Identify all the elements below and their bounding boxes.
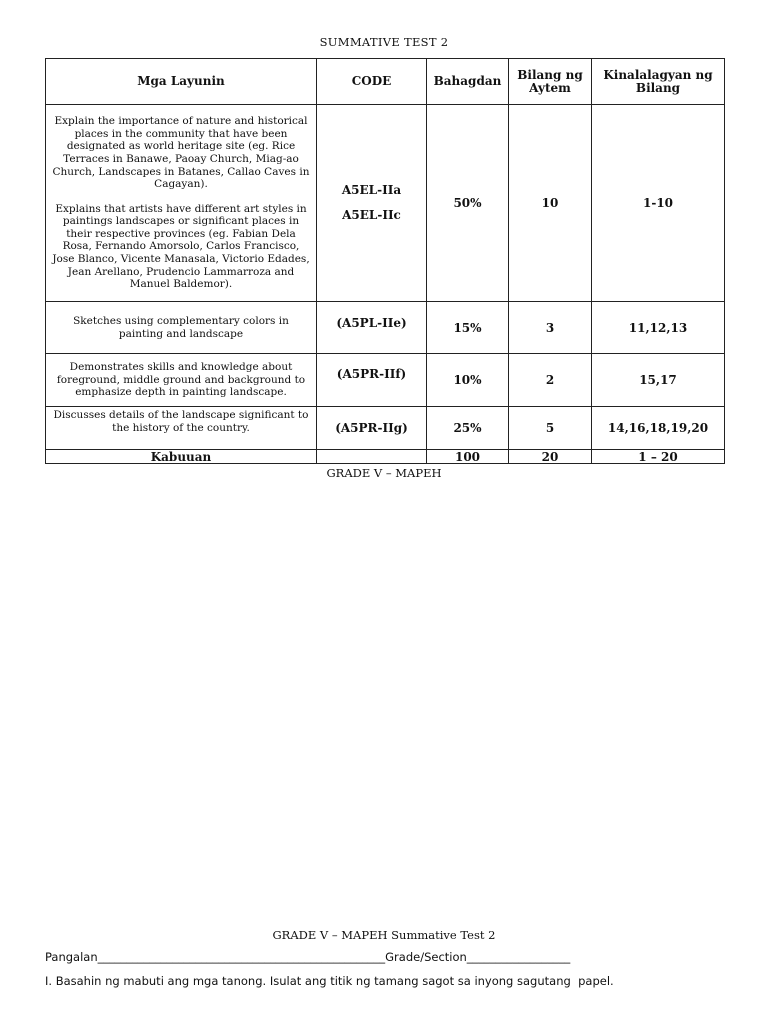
code-cell xyxy=(317,105,427,302)
item-count-cell: 5 xyxy=(509,407,592,450)
header-item-placement: Kinalalagyan ng Bilang xyxy=(592,59,725,105)
total-label: Kabuuan xyxy=(46,450,317,464)
objective-text: Explain the importance of nature and historical places in the community that have been designated as world heritage site (eg. Rice Terraces in Banawe, Paoay Church, Miag-ao Church, Landscapes in Batanes, Callao Caves in Cagayan). xyxy=(52,115,310,191)
objectives-cell xyxy=(46,407,317,450)
header-percent: Bahagdan xyxy=(427,59,509,105)
table-row xyxy=(46,302,725,354)
header-code: CODE xyxy=(317,59,427,105)
total-row xyxy=(46,450,725,464)
header-item-count: Bilang ng Aytem xyxy=(509,59,592,105)
percent-cell: 50% xyxy=(427,105,509,302)
placement-cell: 11,12,13 xyxy=(592,302,725,354)
code-cell: (A5PR-IIg) xyxy=(317,407,427,450)
placement-cell: 15,17 xyxy=(592,354,725,407)
table-of-specifications xyxy=(45,58,725,464)
table-row xyxy=(46,407,725,450)
table-row xyxy=(46,354,725,407)
instructions-text: I. Basahin ng mabuti ang mga tanong. Isulat ang titik ng tamang sagot sa inyong sagutang papel. xyxy=(45,974,614,988)
objective-text: Sketches using complementary colors in painting and landscape xyxy=(73,314,289,340)
objective-text: Explains that artists have different art styles in paintings landscapes or significant places in their respective provinces (eg. Fabian Dela Rosa, Fernando Amorsolo, Carlos Francisco, Jose Blanco, Vicente Manasala, Victorio Edades, Jean Arellano, Prudencio Lammarroza and Manuel Baldemor). xyxy=(52,202,310,291)
name-section-line: Pangalan__________________________________________________Grade/Section__________________ xyxy=(45,950,571,964)
item-count-cell: 10 xyxy=(509,105,592,302)
code-cell: (A5PR-IIf) xyxy=(317,354,427,407)
document-title: SUMMATIVE TEST 2 xyxy=(319,35,449,49)
grade-subtitle: GRADE V – MAPEH xyxy=(326,466,442,480)
table-header-row xyxy=(46,59,725,105)
code-text: A5EL-IIc xyxy=(342,208,401,222)
test-title: GRADE V – MAPEH Summative Test 2 xyxy=(272,928,496,942)
total-placement: 1 – 20 xyxy=(592,450,725,464)
objective-text: Demonstrates skills and knowledge about foreground, middle ground and background to emphasize depth in painting landscape. xyxy=(56,361,306,399)
percent-cell: 25% xyxy=(427,407,509,450)
item-count-cell: 2 xyxy=(509,354,592,407)
percent-cell: 15% xyxy=(427,302,509,354)
placement-cell: 1-10 xyxy=(592,105,725,302)
table-row xyxy=(46,105,725,302)
code-cell: (A5PL-IIe) xyxy=(317,302,427,354)
objective-text: Discusses details of the landscape significant to the history of the country. xyxy=(53,409,309,434)
objectives-cell xyxy=(46,302,317,354)
total-percent: 100 xyxy=(427,450,509,464)
code-text: A5EL-IIa xyxy=(341,183,402,197)
total-items: 20 xyxy=(509,450,592,464)
placement-cell: 14,16,18,19,20 xyxy=(592,407,725,450)
total-code-empty xyxy=(317,450,427,464)
percent-cell: 10% xyxy=(427,354,509,407)
item-count-cell: 3 xyxy=(509,302,592,354)
header-objectives: Mga Layunin xyxy=(46,59,317,105)
objectives-cell xyxy=(46,354,317,407)
objectives-cell xyxy=(46,105,317,302)
